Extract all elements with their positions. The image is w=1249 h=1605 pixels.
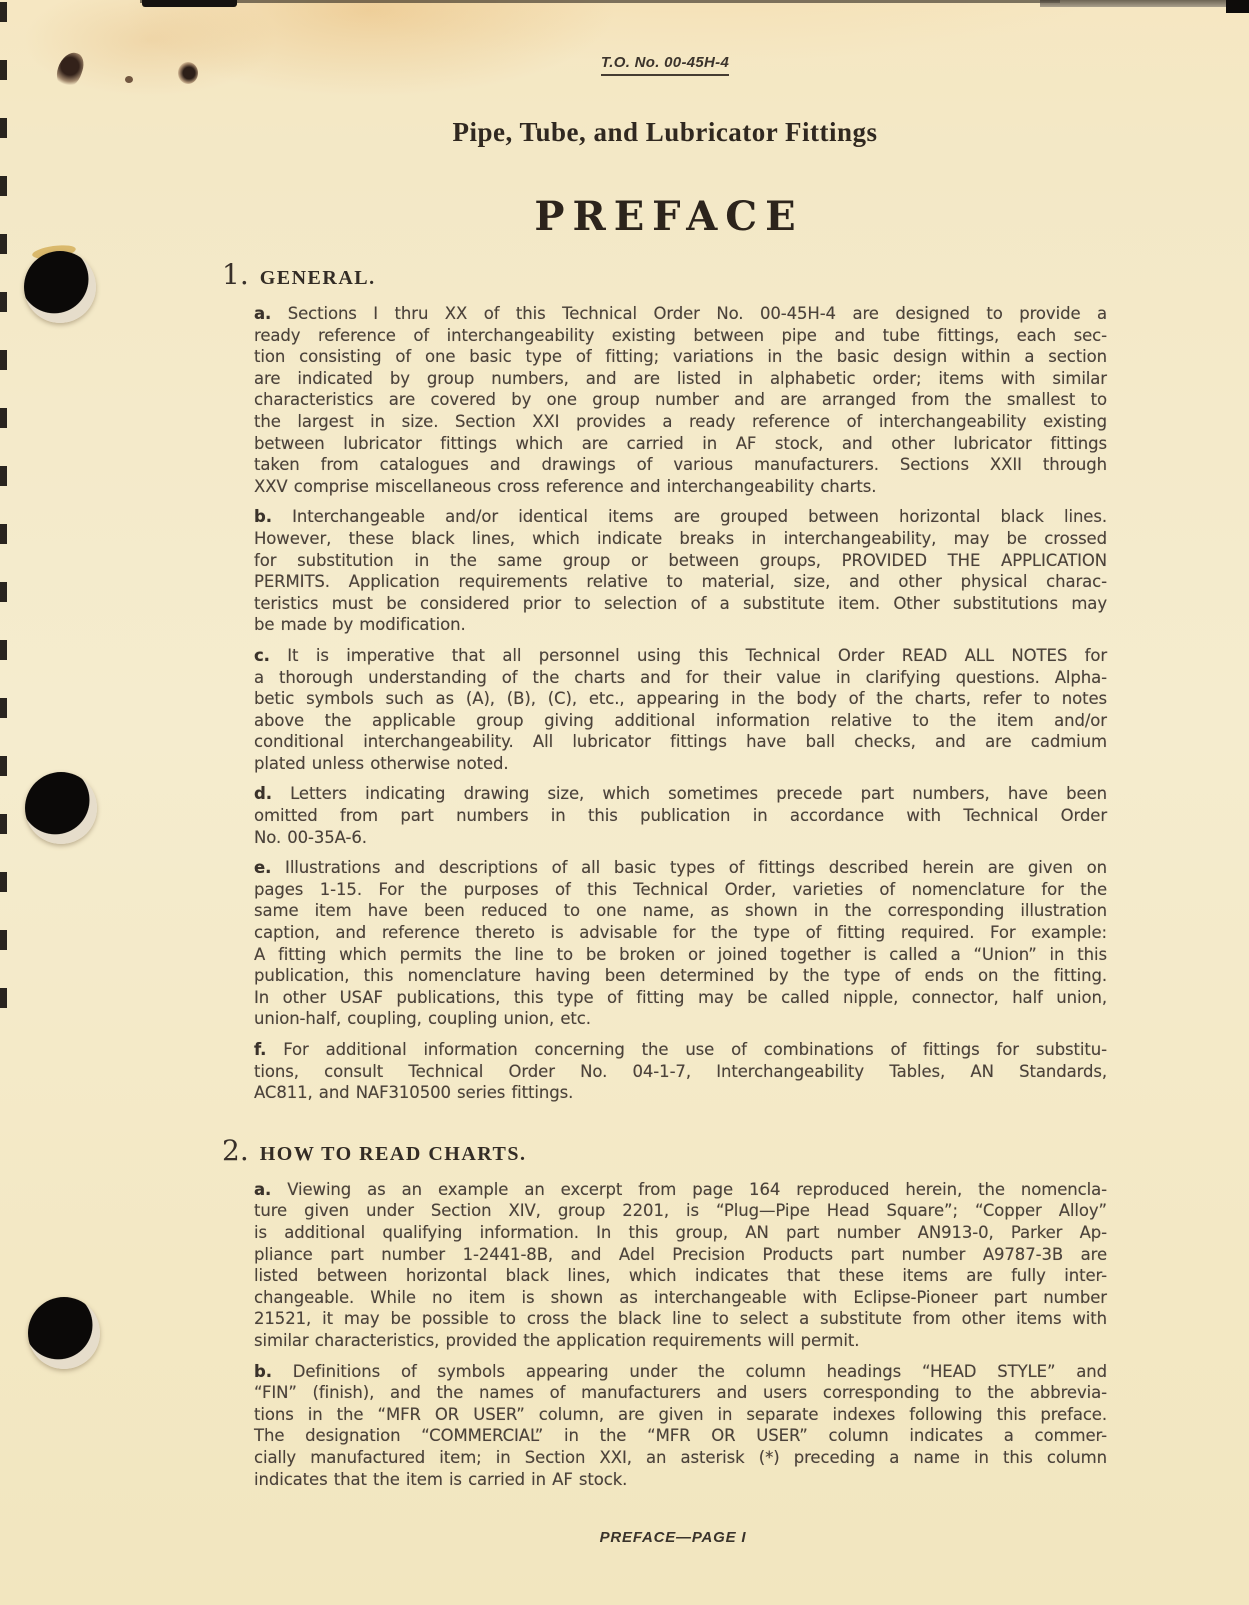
text-line: tion consisting of one basic type of fitting; variations in the basic design within a section [254, 347, 1107, 367]
text-line: above the applicable group giving additional information relative to the item and/or [254, 710, 1107, 730]
text-line: b. Interchangeable and/or identical items are grouped between horizontal black lines. [254, 507, 1107, 527]
text-line: union-half, coupling, coupling union, etc. [254, 1009, 591, 1029]
ink-stain [125, 76, 133, 83]
section-title: HOW TO READ CHARTS. [259, 1142, 527, 1165]
text-line: tions in the “MFR OR USER” column, are given in separate indexes following this preface. [254, 1404, 1107, 1424]
text-line: ready reference of interchangeability existing between pipe and tube fittings, each sec- [254, 325, 1107, 345]
binding-edge-marks [0, 2, 7, 1014]
text-line: No. 00-35A-6. [254, 827, 367, 847]
paragraph-lead: d. [254, 784, 272, 804]
text-line: AC811, and NAF310500 series fittings. [254, 1083, 574, 1103]
text-line: a. Sections I thru XX of this Technical Order No. 00-45H-4 are designed to provide a [254, 304, 1107, 323]
text-line: XXV comprise miscellaneous cross reference and interchangeability charts. [254, 476, 877, 496]
page-footer: PREFACE—PAGE I [599, 1529, 747, 1546]
text-line: betic symbols such as (A), (B), (C), etc., appearing in the body of the charts, refer to notes [254, 689, 1107, 709]
text-line: listed between horizontal black lines, which indicates that these items are fully inter- [254, 1266, 1107, 1286]
punch-hole [24, 251, 96, 323]
document-title: Pipe, Tube, and Lubricator Fittings [452, 117, 878, 147]
page-title: PREFACE [534, 193, 804, 240]
section-title: GENERAL. [259, 267, 376, 289]
text-line: The designation “COMMERCIAL” in the “MFR OR USER” column indicates a commer- [254, 1426, 1107, 1446]
paragraph-lead: a. [254, 304, 272, 323]
text-line: publication, this nomenclature having been determined by the type of ends on the fitting. [254, 966, 1107, 986]
ink-stain [53, 49, 87, 91]
text-line: ture given under Section XIV, group 2201, is “Plug—Pipe Head Square”; “Copper Alloy” [254, 1201, 1107, 1221]
doc-code-row [222, 0, 1108, 76]
text-line: “FIN” (finish), and the names of manufacturers and users corresponding to the abbrevia- [254, 1383, 1107, 1403]
text-line: caption, and reference thereto is advisable for the type of fitting required. For example: [254, 923, 1107, 943]
paragraph [254, 645, 1107, 775]
text-line: conditional interchangeability. All lubricator fittings have ball checks, and are cadmium [254, 732, 1107, 752]
text-line: a thorough understanding of the charts and for their value in clarifying questions. Alpha- [254, 667, 1107, 687]
text-line: However, these black lines, which indicate breaks in interchangeability, may be crossed [254, 528, 1107, 548]
text-line: cially manufactured item; in Section XXI, an asterisk (*) preceding a name in this column [254, 1447, 1107, 1467]
paragraph [254, 783, 1107, 848]
text-line: tions, consult Technical Order No. 04-1-7, Interchangeability Tables, AN Standards, [254, 1061, 1107, 1081]
text-line: same item have been reduced to one name, as shown in the corresponding illustration [254, 901, 1107, 921]
paragraph [254, 1361, 1107, 1491]
text-line: b. Definitions of symbols appearing under the column headings “HEAD STYLE” and [254, 1361, 1107, 1381]
text-line: be made by modification. [254, 615, 466, 635]
paragraph [254, 506, 1107, 636]
text-line: pliance part number 1-2441-8B, and Adel Precision Products part number A9787-3B are [254, 1244, 1107, 1264]
paragraph-lead: f. [254, 1040, 267, 1059]
text-line: d. Letters indicating drawing size, which sometimes precede part numbers, have been [254, 784, 1107, 804]
punch-hole [25, 772, 97, 844]
text-line: for substitution in the same group or between groups, PROVIDED THE APPLICATION [254, 550, 1107, 570]
punch-hole [28, 1297, 100, 1369]
text-line: changeable. While no item is shown as interchangeable with Eclipse-Pioneer part number [254, 1287, 1107, 1307]
text-line: teristics must be considered prior to selection of a substitute item. Other substitutions may [254, 593, 1107, 613]
text-line: c. It is imperative that all personnel using this Technical Order READ ALL NOTES for [254, 645, 1107, 665]
text-line: pages 1-15. For the purposes of this Technical Order, varieties of nomenclature for the [254, 879, 1107, 899]
text-line: plated unless otherwise noted. [254, 753, 509, 773]
paragraph [254, 1039, 1107, 1104]
sections [222, 258, 1108, 1490]
text-line: the largest in size. Section XXI provides a ready reference of interchangeability existing [254, 411, 1107, 431]
paragraph [254, 1179, 1107, 1352]
text-line: characteristics are covered by one group number and are arranged from the smallest to [254, 390, 1107, 410]
text-line: omitted from part numbers in this publication in accordance with Technical Order [254, 806, 1107, 826]
text-line: a. Viewing as an example an excerpt from page 164 reproduced herein, the nomencla- [254, 1179, 1107, 1199]
section [222, 258, 1108, 1104]
text-line: indicates that the item is carried in AF stock. [254, 1469, 628, 1489]
ink-stain [178, 62, 198, 84]
section-number: 1. [222, 258, 249, 291]
section [222, 1134, 1108, 1490]
paragraph-lead: b. [254, 507, 272, 527]
section-heading [222, 1134, 1108, 1170]
text-line: is additional qualifying information. In this group, AN part number AN913-0, Parker Ap- [254, 1222, 1107, 1242]
text-line: PERMITS. Application requirements relative to material, size, and other physical charac- [254, 572, 1107, 592]
section-heading [222, 258, 1108, 294]
text-line: between lubricator fittings which are carried in AF stock, and other lubricator fittings [254, 433, 1107, 453]
page-corner-mark [1226, 0, 1249, 13]
paragraph-lead: a. [254, 1179, 272, 1199]
text-line: A fitting which permits the line to be broken or joined together is called a “Union” in this [254, 944, 1107, 964]
paragraph-lead: c. [254, 645, 270, 665]
section-number: 2. [222, 1133, 249, 1167]
text-line: f. For additional information concerning the use of combinations of fittings for substitu- [254, 1040, 1107, 1059]
text-line: e. Illustrations and descriptions of all basic types of fittings described herein are given on [254, 858, 1107, 878]
paragraph [254, 303, 1107, 497]
text-line: similar characteristics, provided the application requirements will permit. [254, 1330, 860, 1350]
technical-order-number: T.O. No. 00-45H-4 [601, 53, 729, 76]
paragraph-lead: b. [254, 1361, 272, 1381]
paragraph [254, 857, 1107, 1030]
text-line: are indicated by group numbers, and are listed in alphabetic order; items with similar [254, 368, 1107, 388]
paragraph-lead: e. [254, 858, 272, 878]
text-line: taken from catalogues and drawings of various manufacturers. Sections XXII through [254, 455, 1107, 475]
text-line: In other USAF publications, this type of fitting may be called nipple, connector, half union, [254, 987, 1107, 1007]
text-line: 21521, it may be possible to cross the black line to select a substitute from other items with [254, 1309, 1107, 1329]
document-content [222, 0, 1108, 1490]
